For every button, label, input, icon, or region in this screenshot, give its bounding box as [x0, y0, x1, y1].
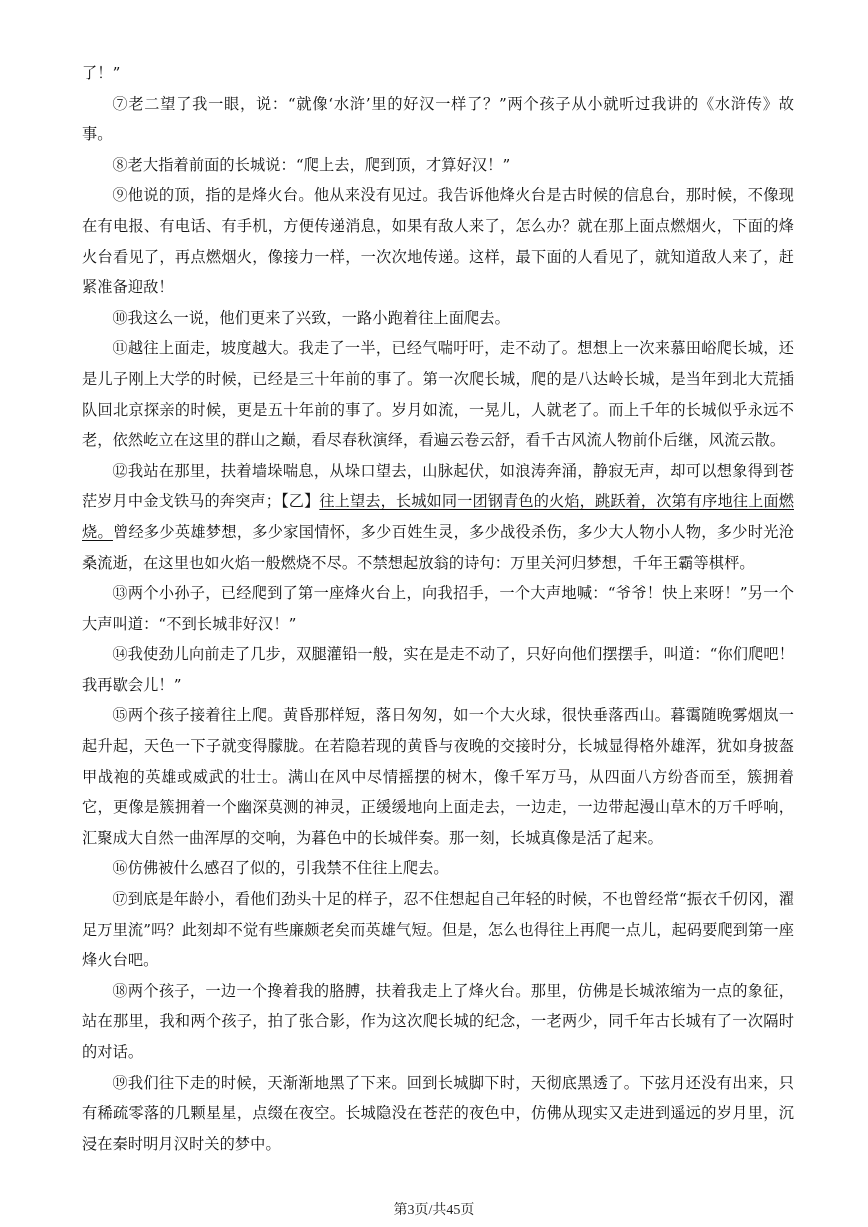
page-number: 第3页/共45页 [393, 1203, 475, 1218]
article-body [82, 58, 794, 1159]
paragraph-8: ⑧老大指着前面的长城说：“爬上去，爬到顶，才算好汉！” [112, 155, 511, 174]
paragraph-18: ⑱两个孩子，一边一个搀着我的胳膊，扶着我走上了烽火台。那里，仿佛是长城浓缩为一点的象征，站在那里，我和两个孩子，拍了张合影，作为这次爬长城的纪念，一老两少，同千年古长城有了一次隔时的对话。 [82, 981, 794, 1061]
paragraph-19: ⑲我们往下走的时候，天渐渐地黑了下来。回到长城脚下时，天彻底黑透了。下弦月还没有出来，只有稀疏零落的几颗星星，点缀在夜空。长城隐没在苍茫的夜色中，仿佛从现实又走进到遥远的岁月里，沉浸在秦时明月汉时关的梦中。 [82, 1073, 794, 1153]
paragraph-17: ⑰到底是年龄小，看他们劲头十足的样子，忍不住想起自己年轻的时候，不也曾经常“振衣千仞冈，濯足万里流”吗？此刻却不觉有些廉颇老矣而英雄气短。但是，怎么也得往上再爬一点儿，起码要爬到第一座烽火台吧。 [82, 890, 794, 970]
paragraph-13: ⑬两个小孙子，已经爬到了第一座烽火台上，向我招手，一个大声地喊：“爷爷！快上来呀！”另一个大声叫道：“不到长城非好汉！” [82, 584, 794, 633]
paragraph-10: ⑩我这么一说，他们更来了兴致，一路小跑着往上面爬去。 [112, 308, 510, 327]
paragraph-11: ⑪越往上面走，坡度越大。我走了一半，已经气喘吁吁，走不动了。想想上一次来慕田峪爬长城，还是儿子刚上大学的时候，已经是三十年前的事了。第一次爬长城，爬的是八达岭长城，是当年到北大荒插队回北京探亲的时候，更是五十年前的事了。岁月如流，一晃儿，人就老了。而上千年的长城似乎永远不老，依然屹立在这里的群山之巅，看尽春秋演绎，看遍云卷云舒，看千古风流人物前仆后继，风流云散。 [82, 339, 794, 450]
underlined-sentence-yi: 往上望去，长城如同一团钢青色的火焰，跳跃着，次第有序地往上面燃烧。 [82, 492, 794, 541]
paragraph-7: ⑦老二望了我一眼，说：“就像‘水浒’里的好汉一样了？”两个孩子从小就听过我讲的《水浒传》故事。 [82, 94, 794, 144]
paragraph-12-lead: ⑫我站在那里，扶着墙垛喘息，从垛口望去，山脉起伏，如浪涛奔涌，静寂无声，却可以想象得到苍茫岁月中金戈铁马的奔突声；【乙】 [82, 461, 794, 511]
paragraph-15: ⑮两个孩子接着往上爬。黄昏那样短，落日匆匆，如一个大火球，很快垂落西山。暮霭随晚雾烟岚一起升起，天色一下子就变得朦胧。在若隐若现的黄昏与夜晚的交接时分，长城显得格外雄浑，犹如身披盔甲战袍的英雄或威武的壮士。满山在风中尽情摇摆的树木，像千军万马，从四面八方纷沓而至，簇拥着它，更像是簇拥着一个幽深莫测的神灵，正缓缓地向上面走去，一边走，一边带起漫山草木的万千呼响，汇聚成大自然一曲浑厚的交响，为暮色中的长城伴奏。那一刻，长城真像是活了起来。 [82, 706, 794, 847]
paragraph-12 [82, 456, 794, 578]
paragraph-14: ⑭我使劲儿向前走了几步，双腿灌铅一般，实在是走不动了，只好向他们摆摆手，叫道：“你们爬吧！我再歇会儿！” [82, 645, 794, 694]
paragraph-9: ⑨他说的顶，指的是烽火台。他从来没有见过。我告诉他烽火台是古时候的信息台，那时候，不像现在有电报、有电话、有手机，方便传递消息，如果有敌人来了，怎么办？就在那上面点燃烟火，下面的烽火台看见了，再点燃烟火，像接力一样，一次次地传递。这样，最下面的人看见了，就知道敌人来了，赶紧准备迎敌！ [82, 186, 794, 297]
paragraph-16: ⑯仿佛被什么感召了似的，引我禁不住往上爬去。 [112, 859, 449, 878]
paragraph-12-tail: 曾经多少英雄梦想，多少家国情怀，多少百姓生灵，多少战役杀伤，多少大人物小人物，多少时光沧桑流逝，在这里也如火焰一般燃烧不尽。不禁想起放翁的诗句：万里关河归梦想，千年王霸等棋枰。 [82, 522, 794, 572]
paragraph-continued: 了！” [82, 64, 121, 82]
